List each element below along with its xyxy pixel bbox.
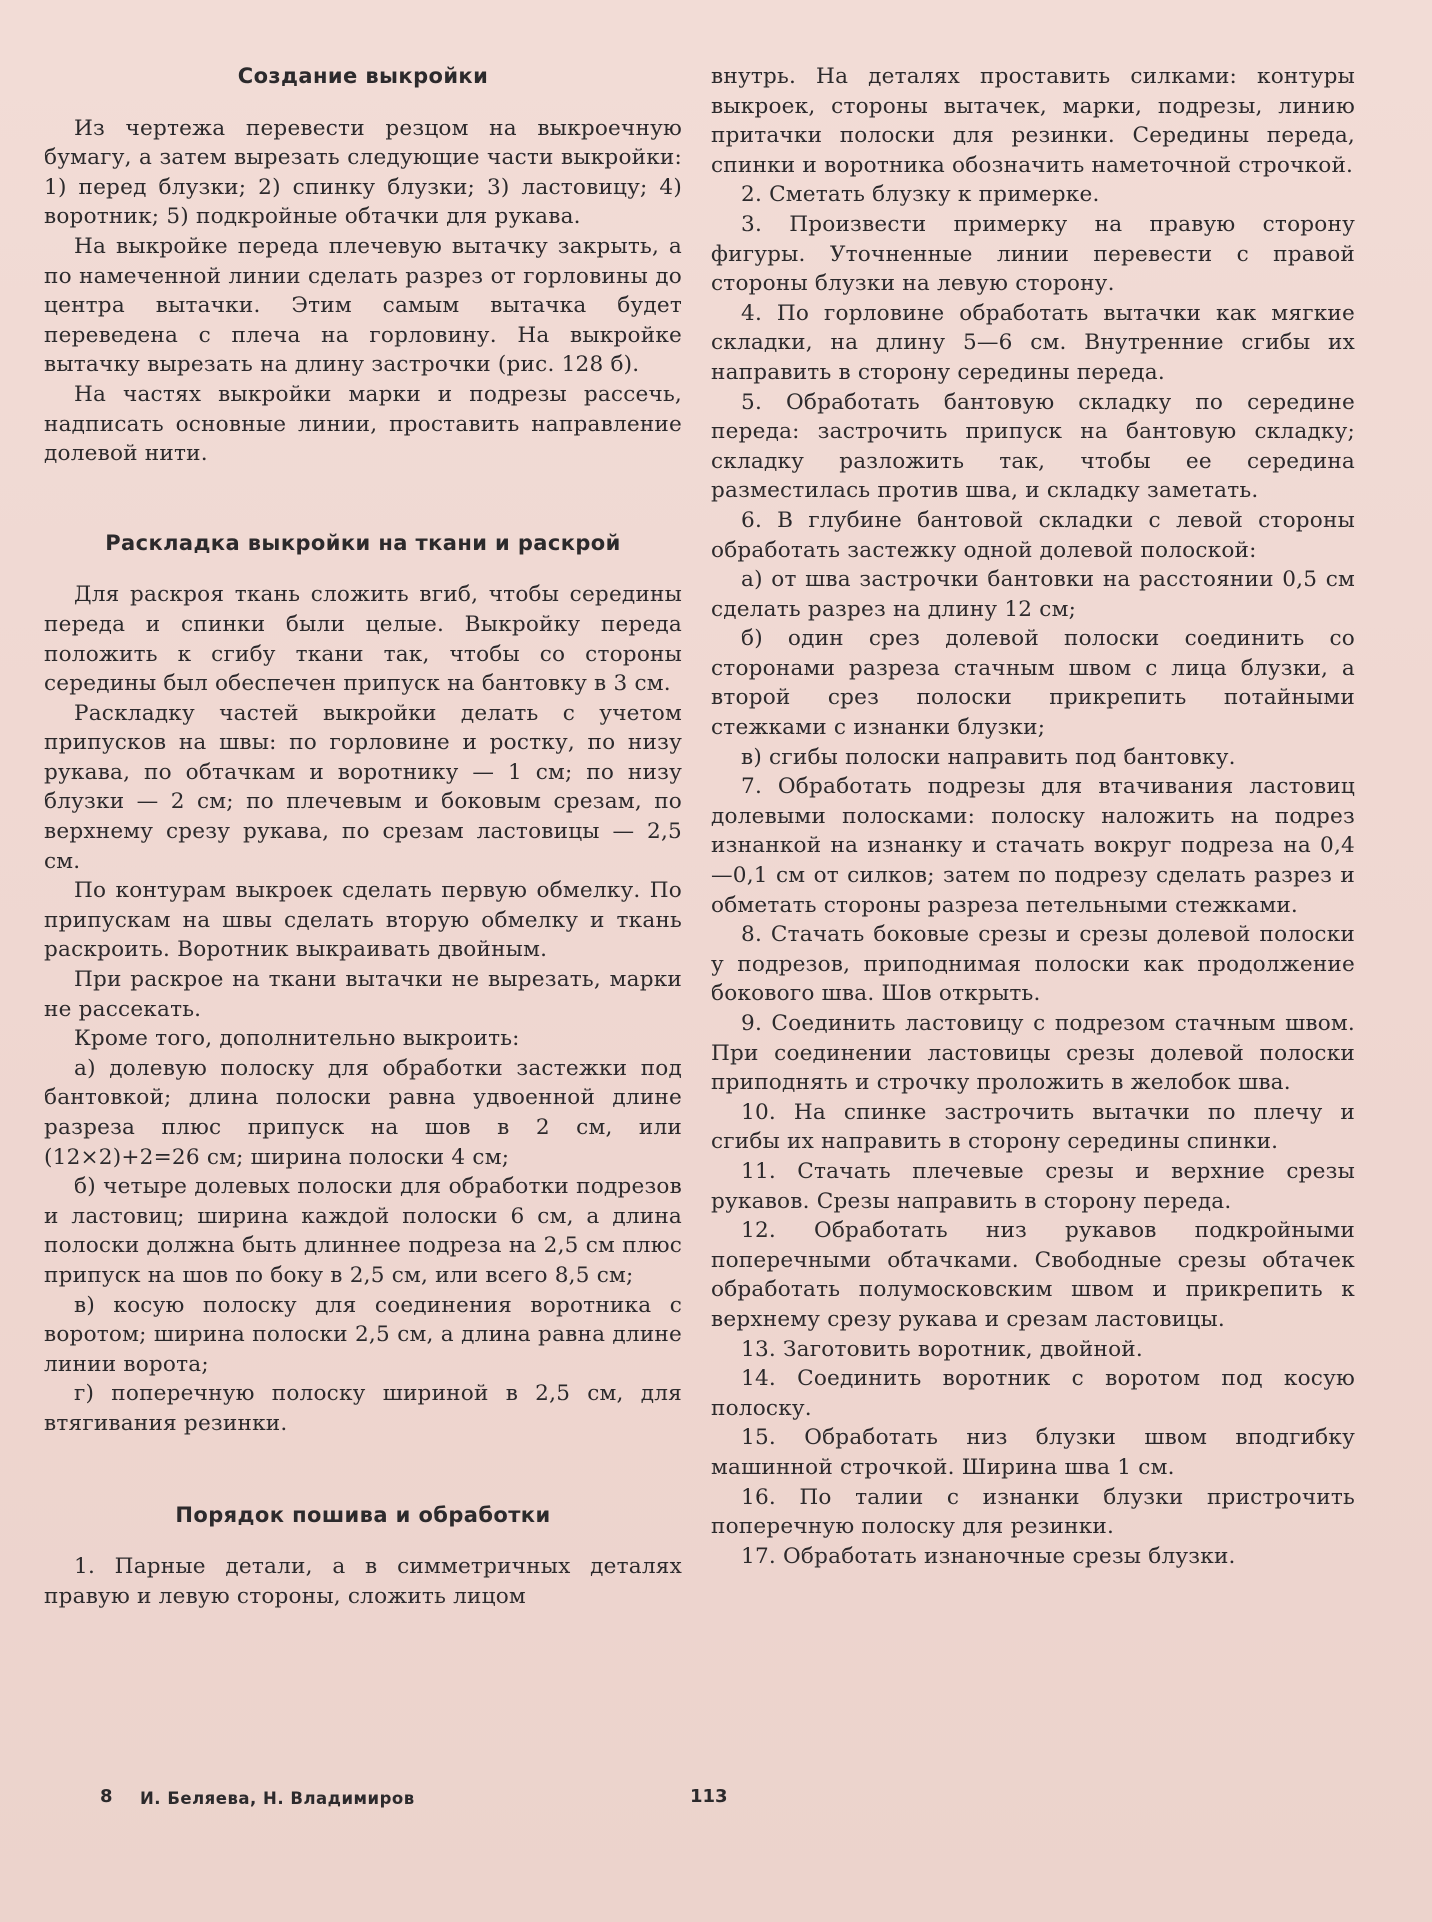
sub-step-item: б) один срез долевой полоски соединить со сторонами разреза стачным швом с лица блузки, а второй срез полоски прикрепить потайными стежками с изнанки блузки; [711, 626, 1355, 741]
sub-step-item: а) от шва застрочки бантовки на расстоянии 0,5 см сделать разрез на длину 12 см; [711, 567, 1355, 622]
paragraph: На выкройке переда плечевую вытачку закрыть, а по намеченной линии сделать разрез от горловины до центра вытачки. Этим самым вытачка будет переведена с плеча на горловину. На выкройке вытачку вырезать на длину застрочки (рис. 128 б). [44, 233, 682, 378]
step-item: 16. По талии с изнанки блузки пристрочить поперечную полоску для резинки. [711, 1484, 1355, 1540]
paragraph: Для раскроя ткань сложить вгиб, чтобы середины переда и спинки были целые. Выкройку переда положить к сгибу ткани так, чтобы со стороны середины был обеспечен припуск на бантовку в 3 см. [44, 582, 682, 697]
step-item: 4. По горловине обработать вытачки как мягкие складки, на длину 5—6 см. Внутренние сгибы их направить в сторону середины переда. [711, 300, 1355, 385]
paragraph: 1. Парные детали, а в симметричных деталях правую и левую стороны, сложить лицом [44, 1554, 682, 1609]
step-item: 6. В глубине бантовой складки с левой стороны обработать застежку одной долевой полоской: [711, 507, 1355, 563]
section-heading-sewing-order: Порядок пошива и обработки [175, 1502, 551, 1527]
step-item: 13. Заготовить воротник, двойной. [741, 1336, 1143, 1362]
step-item: 15. Обработать низ блузки швом вподгибку машинной строчкой. Ширина шва 1 см. [711, 1425, 1355, 1480]
step-item: 7. Обработать подрезы для втачивания ластовиц долевыми полосками: полоску наложить на подрез изнанкой на изнанку и стачать вокруг подреза на 0,4—0,1 см от силков; затем по подрезу сделать разрез и обметать стороны разреза петельными стежками. [711, 774, 1355, 918]
paragraph-continuation: внутрь. На деталях проставить силками: контуры выкроек, стороны вытачек, марки, подрезы, линию притачки полоски для резинки. Середины переда, спинки и воротника обозначить наметочной строчкой. [711, 64, 1355, 178]
section-heading-pattern-creation: Создание выкройки [237, 64, 489, 88]
step-item: 2. Сметать блузку к примерке. [741, 182, 1100, 208]
list-item: б) четыре долевых полоски для обработки подрезов и ластовиц; ширина каждой полоски 6 см, а длина полоски должна быть длиннее подреза на 2,5 см плюс припуск на шов по боку в 2,5 см, или всего 8,5 см; [44, 1174, 682, 1288]
list-item: г) поперечную полоску шириной в 2,5 см, для втягивания резинки. [44, 1381, 682, 1436]
paragraph: При раскрое на ткани вытачки не вырезать, марки не рассекать. [44, 967, 682, 1022]
step-item: 12. Обработать низ рукавов подкройными поперечными обтачками. Свободные срезы обтачек обработать полумосковским швом и прикрепить к верхнему срезу рукава и срезам ластовицы. [711, 1218, 1355, 1332]
left-column [44, 62, 682, 1611]
paragraph: На частях выкройки марки и подрезы рассечь, надписать основные линии, проставить направление долевой нити. [44, 381, 682, 467]
step-item: 17. Обработать изнаночные срезы блузки. [741, 1543, 1236, 1569]
step-item: 5. Обработать бантовую складку по середине переда: застрочить припуск на бантовую складку; складку разложить так, чтобы ее середина разместилась против шва, и складку заметать. [711, 389, 1355, 504]
step-item: 14. Соединить воротник с воротом под косую полоску. [711, 1366, 1355, 1421]
paragraph: По контурам выкроек сделать первую обмелку. По припускам на швы сделать вторую обмелку и ткань раскроить. Воротник выкраивать двойным. [44, 878, 682, 963]
step-item: 9. Соединить ластовицу с подрезом стачным швом. При соединении ластовицы срезы долевой полоски приподнять и строчку проложить в желобок шва. [711, 1011, 1355, 1096]
section-heading-layout-and-cutting: Раскладка выкройки на ткани и раскрой [105, 530, 621, 555]
paragraph: Раскладку частей выкройки делать с учетом припусков на швы: по горловине и ростку, по низу рукава, по обтачкам и воротнику — 1 см; по низу блузки — 2 см; по плечевым и боковым срезам, по верхнему срезу рукава, по срезам ластовицы — 2,5 см. [44, 700, 682, 874]
page-number: 113 [690, 1786, 728, 1807]
footer-authors: И. Беляева, Н. Владимиров [140, 1789, 415, 1808]
list-item: а) долевую полоску для обработки застежки под бантовкой; длина полоски равна удвоенной длине разреза плюс припуск на шов в 2 см, или (12×2)+2=26 см; ширина полоски 4 см; [44, 1055, 682, 1170]
step-item: 8. Стачать боковые срезы и срезы долевой полоски у подрезов, приподнимая полоски как продолжение бокового шва. Шов открыть. [711, 922, 1355, 1007]
step-item: 11. Стачать плечевые срезы и верхние срезы рукавов. Срезы направить в сторону переда. [711, 1158, 1355, 1214]
right-column [711, 62, 1355, 1571]
sub-step-item: в) сгибы полоски направить под бантовку. [741, 744, 1236, 770]
paragraph: Из чертежа перевести резцом на выкроечную бумагу, а затем вырезать следующие части выкройки: 1) перед блузки; 2) спинку блузки; 3) ластовицу; 4) воротник; 5) подкройные обтачки для рукава. [44, 115, 682, 230]
paragraph: Кроме того, дополнительно выкроить: [74, 1026, 520, 1052]
list-item: в) косую полоску для соединения воротника с воротом; ширина полоски 2,5 см, а длина равна длине линии ворота; [44, 1292, 682, 1377]
step-item: 3. Произвести примерку на правую сторону фигуры. Уточненные линии перевести с правой стороны блузки на левую сторону. [711, 211, 1355, 297]
step-item: 10. На спинке застрочить вытачки по плечу и сгибы их направить в сторону середины спинки. [711, 1099, 1355, 1155]
signature-mark: 8 [100, 1786, 113, 1807]
